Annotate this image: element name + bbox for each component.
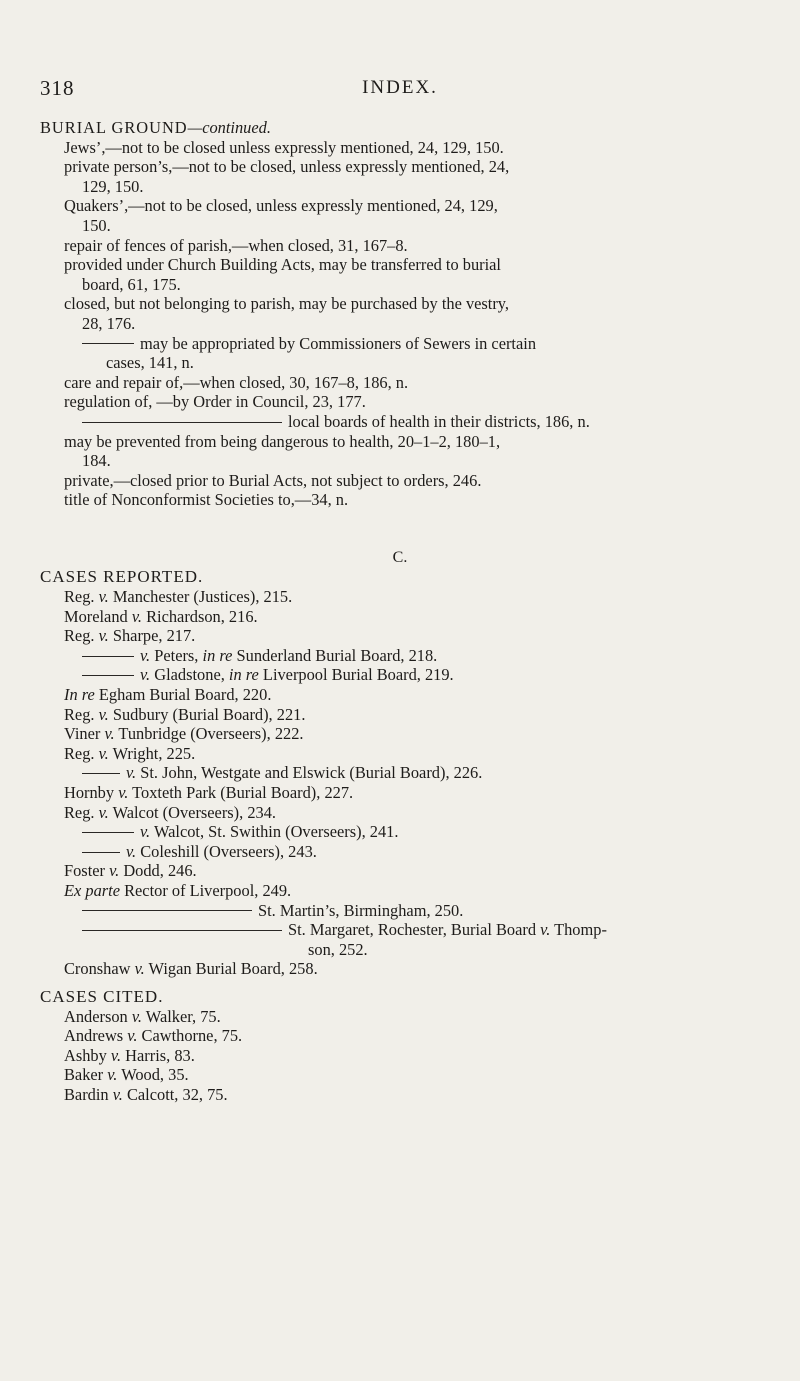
case-entry: v. Peters, in re Sunderland Burial Board, 218. — [82, 646, 790, 666]
index-content — [40, 118, 790, 1105]
case-entry: Hornby v. Toxteth Park (Burial Board), 227. — [64, 783, 354, 802]
ditto-dash — [82, 773, 120, 774]
case-entry: v. Walcot, St. Swithin (Overseers), 241. — [82, 822, 790, 842]
case-entry: Reg. v. Sharpe, 217. — [64, 626, 196, 646]
case-entry: Moreland v. Richardson, 216. — [64, 606, 258, 626]
case-entry: Ashby v. Harris, 83. — [64, 1045, 195, 1065]
cases-cited-heading: CASES CITED. — [40, 986, 164, 1006]
index-entry-continuation: cases, 141, n. — [106, 353, 194, 373]
case-entry: Foster v. Dodd, 246. — [64, 861, 197, 881]
page-number: 318 — [40, 76, 75, 100]
ditto-dash — [82, 910, 252, 911]
index-entry: closed, but not belonging to parish, may be purchased by the vestry, — [64, 294, 510, 314]
index-entry-continuation: 28, 176. — [82, 313, 136, 333]
case-entry: Reg. v. Walcot (Overseers), 234. — [64, 802, 277, 822]
index-entry: regulation of, —by Order in Council, 23, 177. — [64, 392, 366, 412]
index-entry: title of Nonconformist Societies to,—34, n. — [64, 490, 349, 510]
case-entry: Reg. v. Sudbury (Burial Board), 221. — [64, 704, 306, 724]
section-letter: C. — [392, 548, 408, 566]
ditto-dash — [82, 930, 282, 931]
case-entry: In re Egham Burial Board, 220. — [64, 685, 272, 705]
case-entry: Cronshaw v. Wigan Burial Board, 258. — [64, 959, 318, 979]
case-entry: St. Margaret, Rochester, Burial Board v. Thomp- — [82, 920, 790, 940]
ditto-dash — [82, 832, 134, 833]
case-entry-continuation: son, 252. — [308, 939, 368, 959]
index-entry: private person’s,—not to be closed, unless expressly mentioned, 24, — [64, 157, 510, 177]
case-entry: Reg. v. Wright, 225. — [64, 743, 196, 763]
case-entry: St. Martin’s, Birmingham, 250. — [82, 901, 790, 921]
index-entry-continuation: 184. — [82, 451, 111, 471]
cases-reported-heading: CASES REPORTED. — [40, 567, 204, 587]
index-entry-continuation: board, 61, 175. — [82, 274, 181, 294]
ditto-dash — [82, 343, 134, 344]
case-entry: Andrews v. Cawthorne, 75. — [64, 1026, 243, 1046]
ditto-dash — [82, 675, 134, 676]
ditto-dash — [82, 852, 120, 853]
index-entry: repair of fences of parish,—when closed, 31, 167–8. — [64, 235, 408, 255]
index-entry: Quakers’,—not to be closed, unless expressly mentioned, 24, 129, — [64, 196, 498, 216]
index-entry: private,—closed prior to Burial Acts, not subject to orders, 246. — [64, 470, 482, 490]
case-entry: Anderson v. Walker, 75. — [64, 1006, 221, 1026]
running-title: INDEX. — [362, 77, 438, 98]
index-entry: provided under Church Building Acts, may be transferred to burial — [64, 255, 501, 275]
case-entry: v. St. John, Westgate and Elswick (Burial Board), 226. — [82, 763, 790, 783]
case-entry: Baker v. Wood, 35. — [64, 1065, 189, 1085]
ditto-dash — [82, 422, 282, 423]
index-entry: may be prevented from being dangerous to health, 20–1–2, 180–1, — [64, 431, 501, 451]
page-header — [0, 76, 800, 102]
case-entry: Reg. v. Manchester (Justices), 215. — [64, 587, 293, 607]
ditto-dash — [82, 656, 134, 657]
burial-ground-heading: BURIAL GROUND—continued. — [40, 118, 271, 137]
index-entry: local boards of health in their districts, 186, n. — [82, 412, 790, 432]
case-entry: Ex parte Rector of Liverpool, 249. — [64, 880, 292, 900]
case-entry: v. Gladstone, in re Liverpool Burial Board, 219. — [82, 665, 790, 685]
index-entry: Jews’,—not to be closed unless expressly mentioned, 24, 129, 150. — [64, 137, 504, 157]
index-entry: may be appropriated by Commissioners of Sewers in certain — [82, 334, 790, 354]
case-entry: v. Coleshill (Overseers), 243. — [82, 842, 790, 862]
case-entry: Bardin v. Calcott, 32, 75. — [64, 1084, 228, 1104]
index-entry-continuation: 150. — [82, 215, 111, 235]
index-entry: care and repair of,—when closed, 30, 167–8, 186, n. — [64, 372, 409, 392]
case-entry: Viner v. Tunbridge (Overseers), 222. — [64, 724, 304, 744]
index-entry-continuation: 129, 150. — [82, 176, 144, 196]
